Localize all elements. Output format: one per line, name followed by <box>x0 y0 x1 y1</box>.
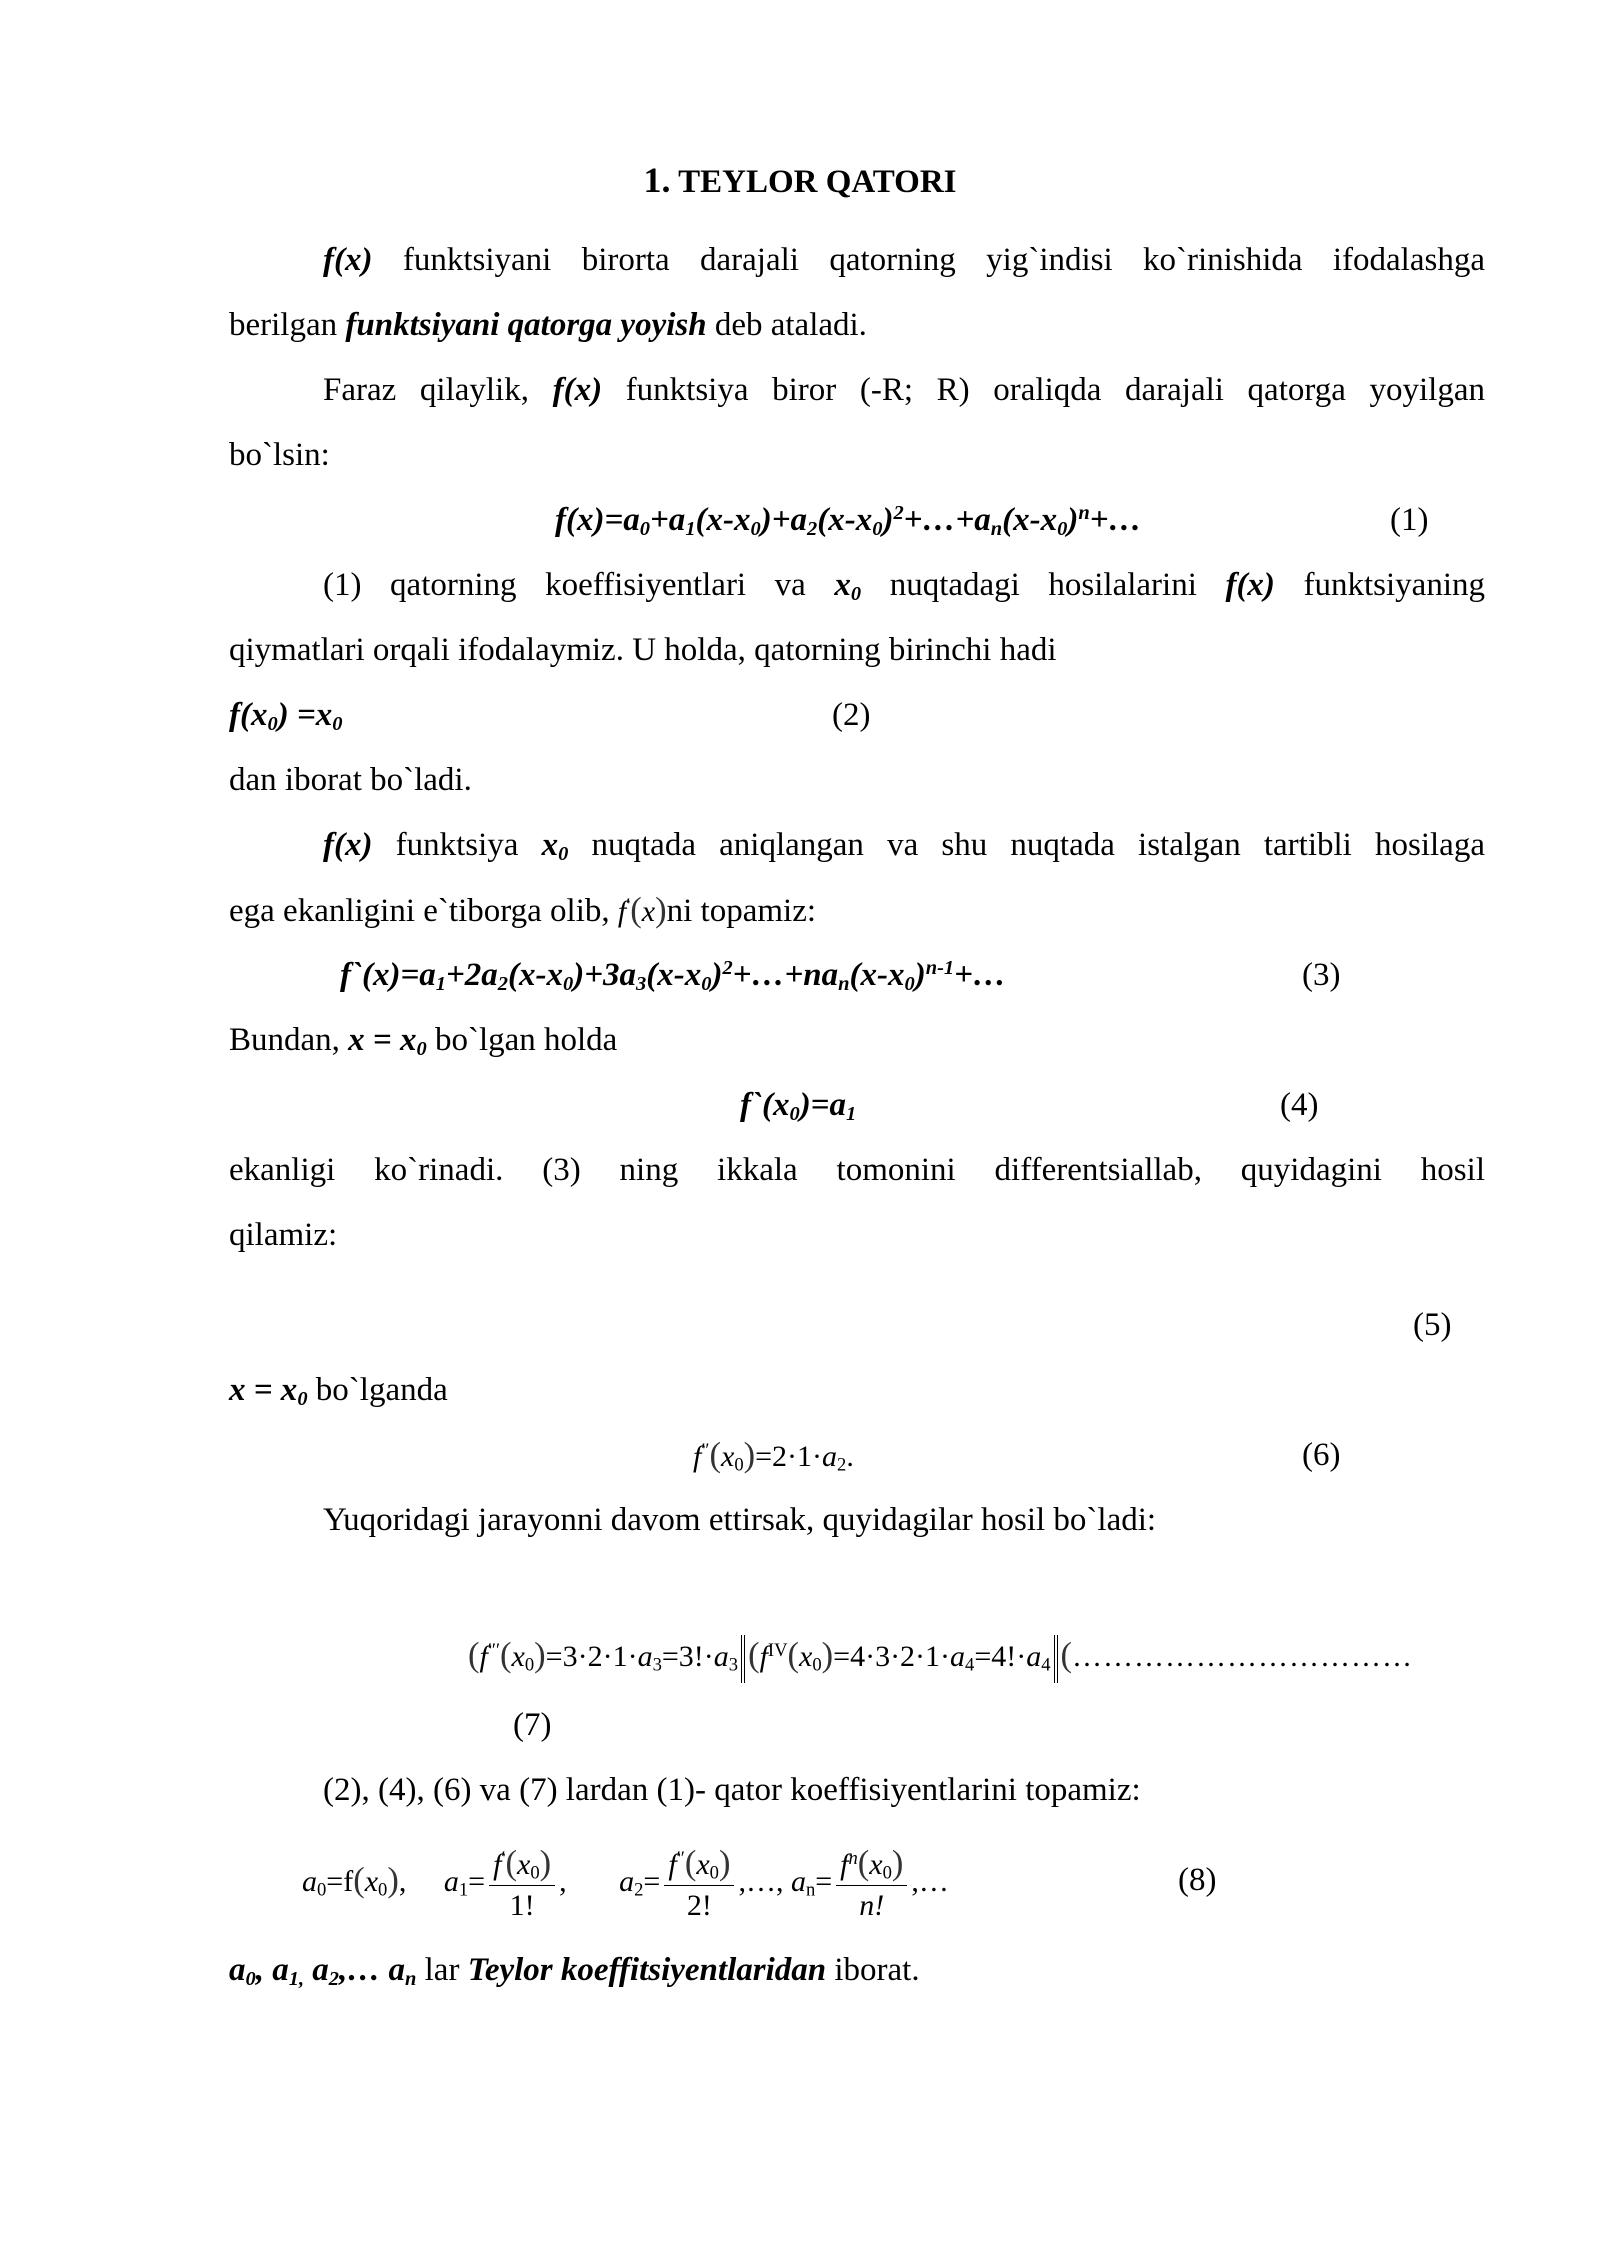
title-number: 1. <box>643 160 671 200</box>
fx-term: f(x) <box>552 372 603 408</box>
text: bo`lsin: <box>229 437 330 473</box>
f-prime-x: f′(x) <box>617 891 667 929</box>
equation-6: $f''(x_0)=2\cdot 1\cdot a_2$. <box>693 1436 854 1476</box>
text: deb ataladi. <box>706 307 867 343</box>
equation-8-number: (8) <box>1178 1862 1217 1898</box>
equation-3: $f`(x)=a_1+2a_2(x-x_0)+3a_3(x-x_0)^2+\dots+na_n(x-x_0)^{n-1}+\dots$ <box>340 956 1006 996</box>
paragraph-7-line-1: ekanligi ko`rinadi. (3) ning ikkala tomonini differentsiallab, quyidagini hosil <box>229 1152 1485 1188</box>
text: berilgan <box>229 307 346 343</box>
equation-1: $f(x)=a_0+a_1(x-x_0)+a_2(x-x_0)^2+\dots+a_n(x-x_0)^n+\dots$ <box>555 501 1142 541</box>
paragraph-1-line-1 <box>323 240 1485 280</box>
text: funktsiya biror (-R; R) oraliqda darajali qatorga yoyilgan <box>602 372 1486 408</box>
paragraph-10: (2), (4), (6) va (7) lardan (1)- qator koeffisiyentlarini topamiz: <box>323 1772 1141 1808</box>
equation-5-number: (5) <box>1413 1307 1452 1343</box>
text: Faraz qilaylik, <box>323 372 553 408</box>
equation-1-number: (1) <box>1390 502 1429 538</box>
fraction-a1: $\frac{f'(x_0)}{1!}$ <box>489 1845 555 1924</box>
paragraph-2-line-2 <box>229 435 330 475</box>
definition-term: funktsiyani qatorga yoyish <box>345 307 707 343</box>
paragraph-7-line-2: qilamiz: <box>229 1217 338 1253</box>
paragraph-1-line-2 <box>229 305 867 345</box>
equation-7-number: (7) <box>513 1707 552 1743</box>
paragraph-6: Bundan, $x = x_0$ bo`lgan holda <box>229 1022 618 1061</box>
fraction-an: $\frac{f^n(x_0)}{n!}$ <box>836 1845 907 1924</box>
equation-6-number: (6) <box>1302 1437 1341 1473</box>
equation-2-number: (2) <box>832 697 871 733</box>
equation-8: $a_0=f(x_0)$, $a_1=$ $\frac{f'(x_0)}{1!}$ , $a_2=$ $\frac{f''(x_0)}{2!}$ ,…, $a_n=$ $\frac{f^n(x_0)}{n!}$ ,… <box>302 1843 949 1922</box>
paragraph-3-line-1: (1) qatorning koeffisiyentlari va $x_0$ nuqtadagi hosilalarini f(x) funktsiyaning <box>323 567 1485 606</box>
paragraph-11: $a_0$, $a_{1,}$ $a_2,\dots$ $a_n$ lar Teylor koeffitsiyentlaridan iborat. <box>229 1952 920 1991</box>
text: funktsiyani birorta darajali qatorning yig`indisi ko`rinishida ifodalashga <box>372 242 1485 278</box>
paragraph-2-line-1 <box>323 370 1485 410</box>
paragraph-5-line-2: ega ekanligini e`tiborga olib, f′(x)ni topamiz: <box>229 891 817 929</box>
paragraph-9: Yuqoridagi jarayonni davom ettirsak, quyidagilar hosil bo`ladi: <box>323 1502 1157 1538</box>
paragraph-8: $x = x_0$ bo`lganda <box>229 1372 448 1411</box>
paragraph-3-line-2: qiymatlari orqali ifodalaymiz. U holda, qatorning birinchi hadi <box>229 632 1057 668</box>
title-text: TEYLOR QATORI <box>670 164 957 200</box>
equation-3-number: (3) <box>1302 957 1341 993</box>
equation-2: $f(x_0) =x_0$ <box>229 697 343 736</box>
equation-4-number: (4) <box>1280 1087 1319 1123</box>
paragraph-5-line-1: f(x) funktsiya $x_0$ nuqtada aniqlangan va shu nuqtada istalgan tartibli hosilaga <box>323 827 1485 866</box>
fraction-a2: $\frac{f''(x_0)}{2!}$ <box>664 1845 734 1924</box>
fx-term: f(x) <box>323 242 373 278</box>
page-title <box>0 160 1600 202</box>
equation-7: ($f'''(x_0)=3\cdot 2\cdot 1\cdot a_3=3!\cdot a_3$ ($f^{IV}(x_0)=4\cdot 3\cdot 2\cdot 1\cdot a_4=4!\cdot a_4$ (…………………………… <box>468 1635 1600 1683</box>
equation-4: $f`(x_0)=a_1$ <box>740 1087 857 1126</box>
paragraph-4: dan iborat bo`ladi. <box>229 762 472 798</box>
